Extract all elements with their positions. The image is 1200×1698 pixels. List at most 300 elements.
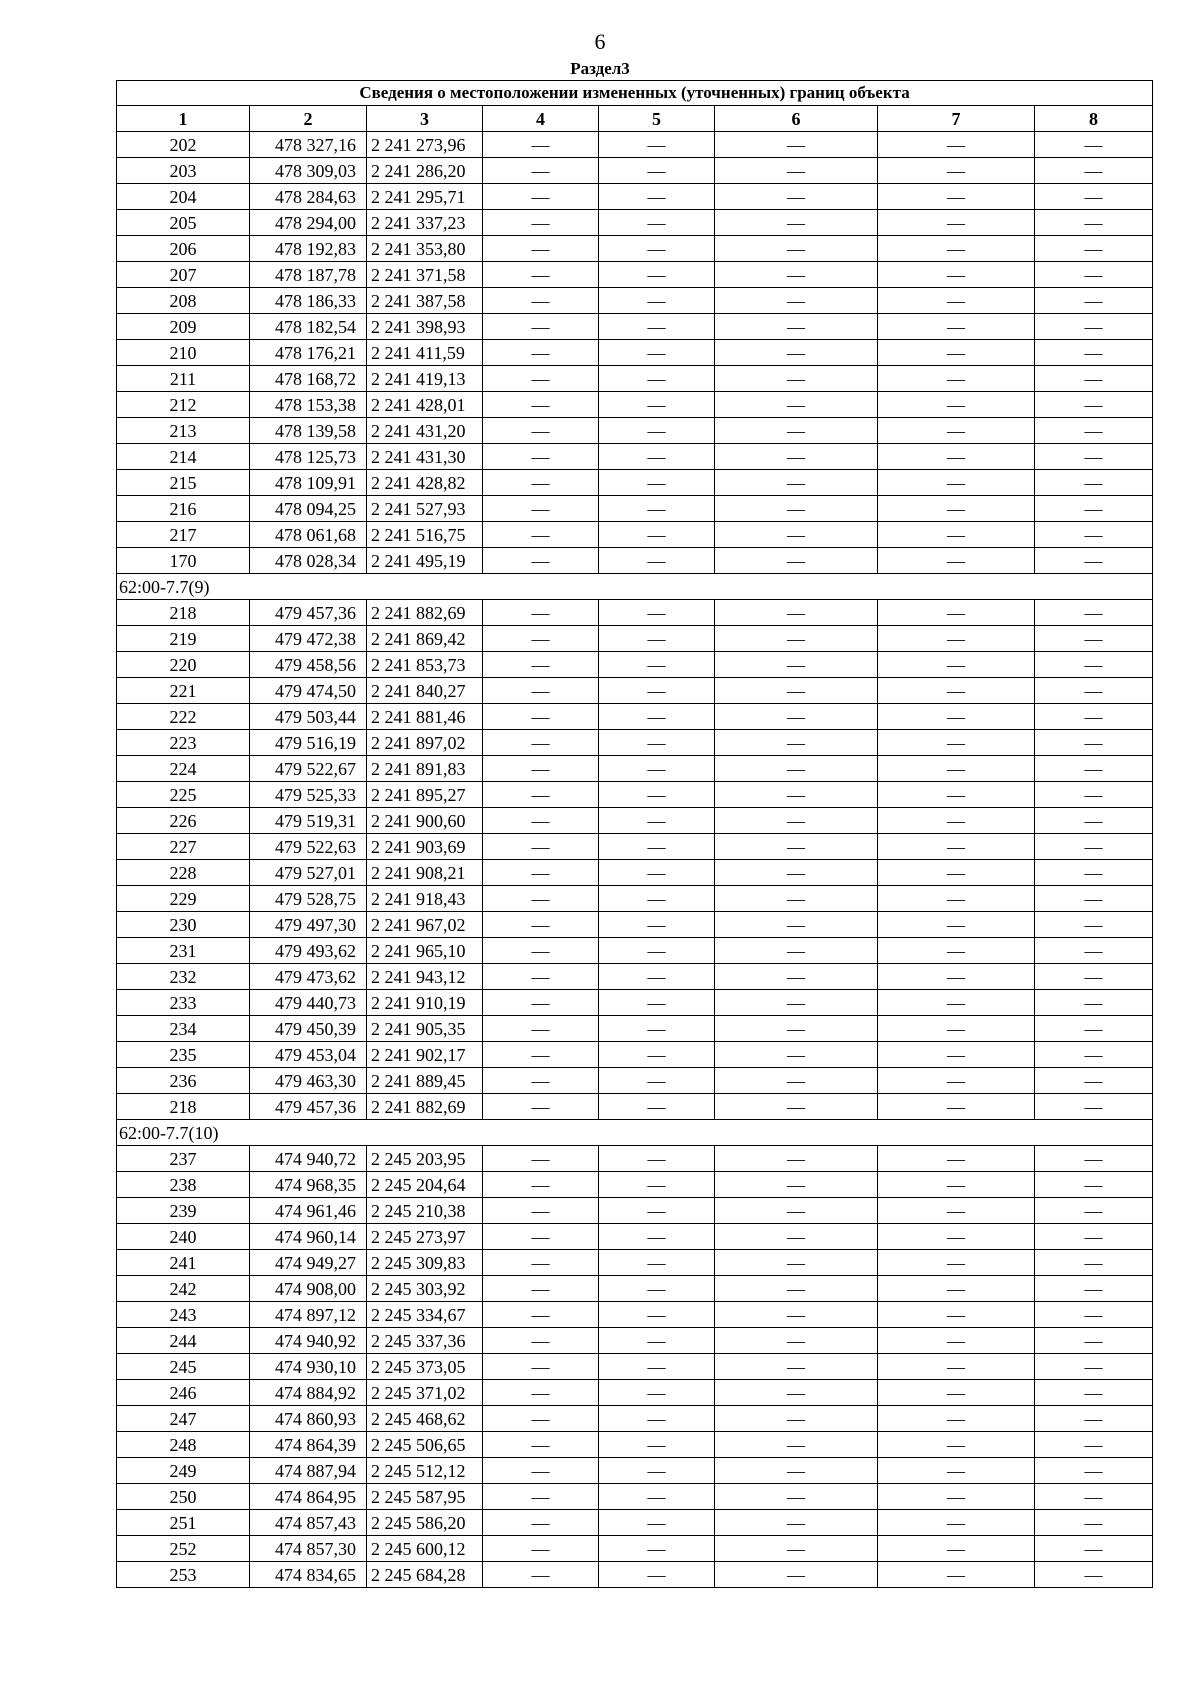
coord-x: 474 961,46	[250, 1198, 367, 1224]
table-row	[117, 132, 1153, 158]
empty-dash: —	[1035, 860, 1153, 886]
empty-dash: —	[878, 1094, 1035, 1120]
empty-dash: —	[599, 600, 715, 626]
empty-dash: —	[1035, 730, 1153, 756]
empty-dash: —	[878, 990, 1035, 1016]
coord-y: 2 241 286,20	[367, 158, 483, 184]
coord-y: 2 241 419,13	[367, 366, 483, 392]
empty-dash: —	[483, 210, 599, 236]
point-number: 206	[117, 236, 250, 262]
table-row	[117, 1016, 1153, 1042]
empty-dash: —	[715, 626, 878, 652]
point-number: 243	[117, 1302, 250, 1328]
empty-dash: —	[599, 1016, 715, 1042]
empty-dash: —	[715, 1432, 878, 1458]
table-row	[117, 496, 1153, 522]
coord-y: 2 245 468,62	[367, 1406, 483, 1432]
empty-dash: —	[878, 496, 1035, 522]
column-header: 3	[367, 106, 483, 132]
point-number: 239	[117, 1198, 250, 1224]
coord-x: 478 168,72	[250, 366, 367, 392]
coord-y: 2 245 303,92	[367, 1276, 483, 1302]
coord-x: 479 503,44	[250, 704, 367, 730]
table-row	[117, 1484, 1153, 1510]
point-number: 207	[117, 262, 250, 288]
empty-dash: —	[483, 626, 599, 652]
section-title: Раздел3	[570, 59, 630, 78]
empty-dash: —	[599, 1458, 715, 1484]
point-number: 229	[117, 886, 250, 912]
table-row	[117, 678, 1153, 704]
empty-dash: —	[483, 652, 599, 678]
coord-y: 2 245 684,28	[367, 1562, 483, 1588]
coord-x: 474 968,35	[250, 1172, 367, 1198]
empty-dash: —	[599, 1406, 715, 1432]
empty-dash: —	[1035, 756, 1153, 782]
empty-dash: —	[878, 1276, 1035, 1302]
point-number: 252	[117, 1536, 250, 1562]
empty-dash: —	[715, 210, 878, 236]
empty-dash: —	[483, 1276, 599, 1302]
empty-dash: —	[878, 288, 1035, 314]
empty-dash: —	[1035, 366, 1153, 392]
coord-x: 478 182,54	[250, 314, 367, 340]
coord-y: 2 245 371,02	[367, 1380, 483, 1406]
coord-y: 2 241 853,73	[367, 652, 483, 678]
empty-dash: —	[483, 834, 599, 860]
empty-dash: —	[878, 1328, 1035, 1354]
empty-dash: —	[599, 314, 715, 340]
empty-dash: —	[483, 392, 599, 418]
empty-dash: —	[878, 886, 1035, 912]
empty-dash: —	[715, 782, 878, 808]
empty-dash: —	[483, 886, 599, 912]
empty-dash: —	[599, 496, 715, 522]
table-row	[117, 1536, 1153, 1562]
coord-y: 2 245 337,36	[367, 1328, 483, 1354]
table-row	[117, 210, 1153, 236]
empty-dash: —	[878, 158, 1035, 184]
empty-dash: —	[1035, 548, 1153, 574]
empty-dash: —	[715, 990, 878, 1016]
coord-y: 2 241 869,42	[367, 626, 483, 652]
column-header-row	[117, 106, 1153, 132]
empty-dash: —	[878, 756, 1035, 782]
empty-dash: —	[878, 1536, 1035, 1562]
empty-dash: —	[483, 678, 599, 704]
point-number: 227	[117, 834, 250, 860]
coord-x: 478 125,73	[250, 444, 367, 470]
point-number: 232	[117, 964, 250, 990]
coord-y: 2 241 908,21	[367, 860, 483, 886]
empty-dash: —	[599, 158, 715, 184]
empty-dash: —	[715, 1328, 878, 1354]
empty-dash: —	[599, 886, 715, 912]
table-row	[117, 1042, 1153, 1068]
table-row	[117, 756, 1153, 782]
empty-dash: —	[483, 1328, 599, 1354]
coord-y: 2 241 967,02	[367, 912, 483, 938]
empty-dash: —	[715, 1198, 878, 1224]
empty-dash: —	[715, 600, 878, 626]
empty-dash: —	[1035, 1458, 1153, 1484]
empty-dash: —	[483, 1042, 599, 1068]
point-number: 241	[117, 1250, 250, 1276]
empty-dash: —	[599, 730, 715, 756]
empty-dash: —	[1035, 444, 1153, 470]
empty-dash: —	[878, 678, 1035, 704]
empty-dash: —	[878, 1562, 1035, 1588]
empty-dash: —	[1035, 808, 1153, 834]
coord-x: 478 153,38	[250, 392, 367, 418]
coord-y: 2 241 295,71	[367, 184, 483, 210]
point-number: 226	[117, 808, 250, 834]
empty-dash: —	[1035, 470, 1153, 496]
empty-dash: —	[715, 1042, 878, 1068]
point-number: 250	[117, 1484, 250, 1510]
empty-dash: —	[715, 1458, 878, 1484]
table-row	[117, 1198, 1153, 1224]
column-header: 4	[483, 106, 599, 132]
empty-dash: —	[1035, 1094, 1153, 1120]
empty-dash: —	[599, 262, 715, 288]
empty-dash: —	[1035, 1016, 1153, 1042]
empty-dash: —	[483, 340, 599, 366]
group-row	[117, 574, 1153, 600]
coord-y: 2 245 600,12	[367, 1536, 483, 1562]
empty-dash: —	[1035, 938, 1153, 964]
empty-dash: —	[483, 1224, 599, 1250]
coord-y: 2 241 910,19	[367, 990, 483, 1016]
coord-x: 479 440,73	[250, 990, 367, 1016]
point-number: 222	[117, 704, 250, 730]
coord-x: 479 493,62	[250, 938, 367, 964]
table-row	[117, 548, 1153, 574]
empty-dash: —	[483, 912, 599, 938]
empty-dash: —	[715, 1406, 878, 1432]
empty-dash: —	[878, 1510, 1035, 1536]
empty-dash: —	[483, 704, 599, 730]
empty-dash: —	[1035, 262, 1153, 288]
empty-dash: —	[1035, 314, 1153, 340]
empty-dash: —	[599, 1250, 715, 1276]
coord-y: 2 241 943,12	[367, 964, 483, 990]
empty-dash: —	[1035, 782, 1153, 808]
empty-dash: —	[599, 1068, 715, 1094]
empty-dash: —	[715, 1536, 878, 1562]
empty-dash: —	[599, 964, 715, 990]
table-row	[117, 184, 1153, 210]
table-row	[117, 1250, 1153, 1276]
empty-dash: —	[599, 1198, 715, 1224]
empty-dash: —	[715, 808, 878, 834]
coord-x: 479 522,67	[250, 756, 367, 782]
empty-dash: —	[483, 1380, 599, 1406]
empty-dash: —	[483, 1172, 599, 1198]
point-number: 238	[117, 1172, 250, 1198]
coord-x: 479 450,39	[250, 1016, 367, 1042]
coord-y: 2 241 902,17	[367, 1042, 483, 1068]
coord-x: 479 457,36	[250, 600, 367, 626]
coord-x: 478 294,00	[250, 210, 367, 236]
empty-dash: —	[715, 340, 878, 366]
empty-dash: —	[599, 1146, 715, 1172]
empty-dash: —	[878, 470, 1035, 496]
point-number: 228	[117, 860, 250, 886]
empty-dash: —	[715, 1302, 878, 1328]
empty-dash: —	[483, 1068, 599, 1094]
point-number: 251	[117, 1510, 250, 1536]
point-number: 203	[117, 158, 250, 184]
table-row	[117, 1276, 1153, 1302]
empty-dash: —	[878, 366, 1035, 392]
coord-y: 2 245 586,20	[367, 1510, 483, 1536]
empty-dash: —	[878, 1458, 1035, 1484]
empty-dash: —	[483, 730, 599, 756]
empty-dash: —	[599, 1562, 715, 1588]
point-number: 221	[117, 678, 250, 704]
point-number: 246	[117, 1380, 250, 1406]
empty-dash: —	[483, 158, 599, 184]
empty-dash: —	[715, 652, 878, 678]
coord-x: 479 519,31	[250, 808, 367, 834]
empty-dash: —	[483, 1250, 599, 1276]
empty-dash: —	[483, 132, 599, 158]
table-row	[117, 730, 1153, 756]
empty-dash: —	[1035, 158, 1153, 184]
table-row	[117, 288, 1153, 314]
table-caption: Сведения о местоположении измененных (уточненных) границ объекта	[117, 81, 1153, 106]
empty-dash: —	[715, 496, 878, 522]
coord-x: 478 309,03	[250, 158, 367, 184]
point-number: 245	[117, 1354, 250, 1380]
empty-dash: —	[878, 236, 1035, 262]
empty-dash: —	[715, 1146, 878, 1172]
empty-dash: —	[715, 1172, 878, 1198]
table-row	[117, 1510, 1153, 1536]
empty-dash: —	[483, 1458, 599, 1484]
empty-dash: —	[483, 1562, 599, 1588]
empty-dash: —	[1035, 1432, 1153, 1458]
empty-dash: —	[483, 1536, 599, 1562]
empty-dash: —	[1035, 886, 1153, 912]
column-header: 2	[250, 106, 367, 132]
empty-dash: —	[878, 808, 1035, 834]
empty-dash: —	[715, 1250, 878, 1276]
table-row	[117, 1328, 1153, 1354]
point-number: 231	[117, 938, 250, 964]
empty-dash: —	[483, 314, 599, 340]
coord-x: 478 061,68	[250, 522, 367, 548]
empty-dash: —	[878, 210, 1035, 236]
empty-dash: —	[483, 1146, 599, 1172]
empty-dash: —	[599, 938, 715, 964]
empty-dash: —	[878, 444, 1035, 470]
coord-x: 474 864,95	[250, 1484, 367, 1510]
empty-dash: —	[599, 184, 715, 210]
column-header: 6	[715, 106, 878, 132]
table-row	[117, 470, 1153, 496]
empty-dash: —	[1035, 288, 1153, 314]
table-row	[117, 1562, 1153, 1588]
empty-dash: —	[483, 184, 599, 210]
table-row	[117, 1406, 1153, 1432]
empty-dash: —	[483, 964, 599, 990]
empty-dash: —	[599, 366, 715, 392]
empty-dash: —	[715, 1016, 878, 1042]
empty-dash: —	[715, 522, 878, 548]
empty-dash: —	[878, 522, 1035, 548]
empty-dash: —	[1035, 132, 1153, 158]
table-row	[117, 652, 1153, 678]
coord-y: 2 241 353,80	[367, 236, 483, 262]
empty-dash: —	[878, 1068, 1035, 1094]
empty-dash: —	[715, 184, 878, 210]
coord-x: 474 857,30	[250, 1536, 367, 1562]
page-number: 6	[594, 29, 606, 54]
empty-dash: —	[1035, 522, 1153, 548]
empty-dash: —	[483, 470, 599, 496]
empty-dash: —	[483, 808, 599, 834]
empty-dash: —	[715, 730, 878, 756]
empty-dash: —	[878, 1302, 1035, 1328]
point-number: 233	[117, 990, 250, 1016]
coord-y: 2 241 527,93	[367, 496, 483, 522]
coord-x: 478 284,63	[250, 184, 367, 210]
coord-y: 2 241 881,46	[367, 704, 483, 730]
empty-dash: —	[599, 418, 715, 444]
empty-dash: —	[599, 522, 715, 548]
empty-dash: —	[878, 1250, 1035, 1276]
table-row	[117, 444, 1153, 470]
coord-x: 474 887,94	[250, 1458, 367, 1484]
empty-dash: —	[599, 782, 715, 808]
table-row	[117, 366, 1153, 392]
empty-dash: —	[1035, 704, 1153, 730]
empty-dash: —	[878, 860, 1035, 886]
coord-x: 474 860,93	[250, 1406, 367, 1432]
empty-dash: —	[878, 730, 1035, 756]
coord-y: 2 241 918,43	[367, 886, 483, 912]
empty-dash: —	[599, 1354, 715, 1380]
coord-y: 2 241 411,59	[367, 340, 483, 366]
empty-dash: —	[878, 1016, 1035, 1042]
coord-y: 2 245 203,95	[367, 1146, 483, 1172]
coord-x: 479 525,33	[250, 782, 367, 808]
empty-dash: —	[1035, 1484, 1153, 1510]
empty-dash: —	[483, 1354, 599, 1380]
empty-dash: —	[878, 782, 1035, 808]
empty-dash: —	[599, 912, 715, 938]
coord-x: 478 327,16	[250, 132, 367, 158]
table-row	[117, 1354, 1153, 1380]
table-row	[117, 782, 1153, 808]
empty-dash: —	[483, 522, 599, 548]
table-row	[117, 340, 1153, 366]
table-row	[117, 262, 1153, 288]
empty-dash: —	[878, 340, 1035, 366]
table-row	[117, 158, 1153, 184]
table-row	[117, 912, 1153, 938]
empty-dash: —	[715, 314, 878, 340]
empty-dash: —	[599, 1432, 715, 1458]
coord-y: 2 241 882,69	[367, 1094, 483, 1120]
point-number: 237	[117, 1146, 250, 1172]
empty-dash: —	[1035, 392, 1153, 418]
empty-dash: —	[715, 1224, 878, 1250]
empty-dash: —	[715, 548, 878, 574]
empty-dash: —	[1035, 1562, 1153, 1588]
coord-y: 2 245 334,67	[367, 1302, 483, 1328]
coord-x: 478 109,91	[250, 470, 367, 496]
coord-x: 479 457,36	[250, 1094, 367, 1120]
coord-x: 474 940,72	[250, 1146, 367, 1172]
table-row	[117, 834, 1153, 860]
empty-dash: —	[599, 1224, 715, 1250]
point-number: 242	[117, 1276, 250, 1302]
empty-dash: —	[715, 1510, 878, 1536]
point-number: 210	[117, 340, 250, 366]
empty-dash: —	[1035, 1042, 1153, 1068]
empty-dash: —	[599, 236, 715, 262]
empty-dash: —	[878, 912, 1035, 938]
group-label: 62:00-7.7(9)	[117, 574, 1153, 600]
column-header: 1	[117, 106, 250, 132]
empty-dash: —	[483, 860, 599, 886]
table-row	[117, 704, 1153, 730]
point-number: 234	[117, 1016, 250, 1042]
empty-dash: —	[878, 704, 1035, 730]
empty-dash: —	[1035, 1068, 1153, 1094]
empty-dash: —	[1035, 600, 1153, 626]
empty-dash: —	[483, 1302, 599, 1328]
coord-x: 479 463,30	[250, 1068, 367, 1094]
empty-dash: —	[1035, 1224, 1153, 1250]
table-row	[117, 1094, 1153, 1120]
coord-y: 2 241 398,93	[367, 314, 483, 340]
empty-dash: —	[1035, 834, 1153, 860]
empty-dash: —	[715, 1354, 878, 1380]
coord-x: 478 187,78	[250, 262, 367, 288]
table-row	[117, 626, 1153, 652]
empty-dash: —	[483, 938, 599, 964]
empty-dash: —	[715, 1276, 878, 1302]
table-row	[117, 1146, 1153, 1172]
table-row	[117, 418, 1153, 444]
empty-dash: —	[1035, 912, 1153, 938]
coord-x: 474 949,27	[250, 1250, 367, 1276]
coord-y: 2 241 840,27	[367, 678, 483, 704]
empty-dash: —	[599, 834, 715, 860]
table-row	[117, 1458, 1153, 1484]
empty-dash: —	[599, 444, 715, 470]
empty-dash: —	[878, 1224, 1035, 1250]
empty-dash: —	[1035, 990, 1153, 1016]
empty-dash: —	[715, 158, 878, 184]
point-number: 223	[117, 730, 250, 756]
empty-dash: —	[599, 1172, 715, 1198]
empty-dash: —	[483, 1510, 599, 1536]
empty-dash: —	[483, 444, 599, 470]
empty-dash: —	[483, 496, 599, 522]
empty-dash: —	[599, 392, 715, 418]
empty-dash: —	[715, 912, 878, 938]
table-row	[117, 314, 1153, 340]
coord-x: 479 527,01	[250, 860, 367, 886]
empty-dash: —	[599, 1380, 715, 1406]
point-number: 240	[117, 1224, 250, 1250]
coord-y: 2 241 900,60	[367, 808, 483, 834]
